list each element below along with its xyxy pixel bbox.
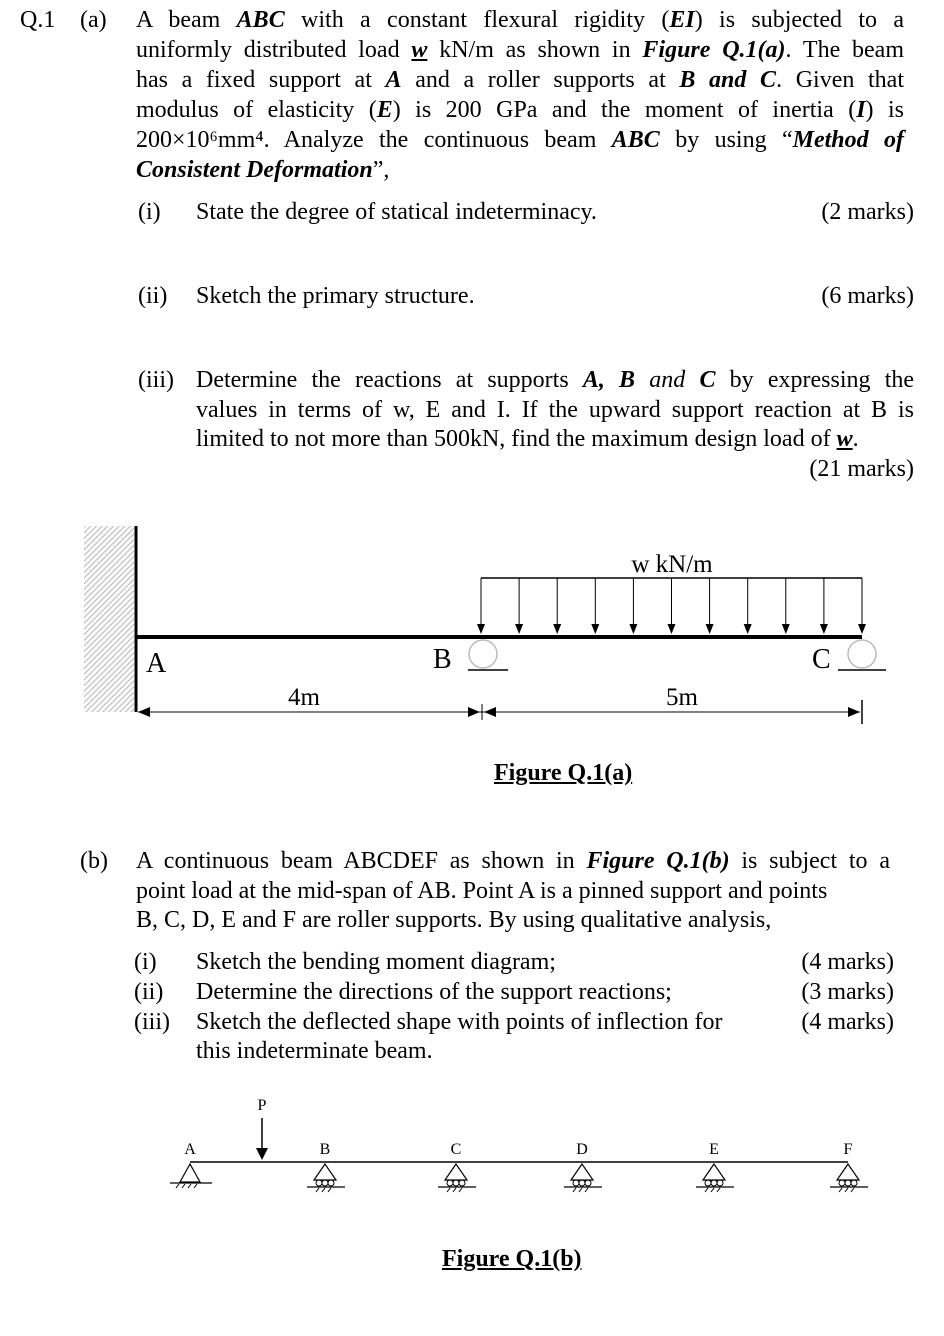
- support-a-label: A: [184, 1141, 196, 1158]
- udl-arrowhead: [782, 624, 790, 634]
- sub-a-i-label: (i): [138, 199, 161, 225]
- sub-b-i-marks: (4 marks): [801, 949, 894, 975]
- roller-support-c-icon: [438, 1164, 476, 1192]
- intro-line-1: A beam ABC with a constant flexural rigidity (EI) is subjected to a: [136, 7, 904, 33]
- span-ab-label: 4m: [288, 684, 320, 711]
- dim-arrow-b-right: [484, 707, 496, 717]
- load-label: w kN/m: [631, 551, 713, 578]
- sub-b-iii-continuation: this indeterminate beam.: [196, 1038, 433, 1064]
- intro-line-6: Consistent Deformation”,: [136, 157, 390, 183]
- roller-support-d-icon: [564, 1164, 602, 1192]
- udl-arrowhead: [553, 624, 561, 634]
- fixed-support-hatch: [84, 526, 134, 712]
- sub-a-iii-line3: limited to not more than 500kN, find the maximum design load of w.: [196, 426, 859, 452]
- dim-arrow-left: [138, 707, 150, 717]
- figure-q1b: [0, 1090, 944, 1220]
- roller-support-b-icon: [307, 1164, 345, 1192]
- sub-b-ii-text: Determine the directions of the support reactions;: [196, 979, 672, 1005]
- udl-arrowhead: [591, 624, 599, 634]
- question-number: Q.1: [20, 7, 56, 33]
- pin-a-hatch: [176, 1184, 197, 1188]
- sub-a-iii-line1: Determine the reactions at supports A, B and C by expressing the: [196, 367, 915, 393]
- figure-q1a: [0, 520, 944, 780]
- udl-arrowhead: [858, 624, 866, 634]
- sub-a-ii-marks: (6 marks): [821, 283, 914, 309]
- udl-arrowhead: [820, 624, 828, 634]
- udl-arrowhead: [515, 624, 523, 634]
- point-c-label: C: [812, 644, 831, 675]
- sub-b-ii-marks: (3 marks): [801, 979, 894, 1005]
- roller-support-f-icon: [830, 1164, 868, 1192]
- point-a-label: A: [146, 648, 167, 679]
- point-b-label: B: [433, 644, 452, 675]
- sub-b-iii-label: (iii): [134, 1009, 170, 1035]
- sub-a-ii-label: (ii): [138, 283, 168, 309]
- figure-q1a-caption: Figure Q.1(a): [494, 760, 633, 786]
- support-f-label: F: [843, 1141, 853, 1158]
- intro-line-5: 200×10⁶mm⁴. Analyze the continuous beam ABC by using “Method of: [136, 127, 905, 153]
- roller-supports-b-f: [307, 1164, 868, 1192]
- sub-a-i-text: State the degree of statical indeterminacy.: [196, 199, 597, 225]
- sub-b-iii-text: Sketch the deflected shape with points of inflection for: [196, 1009, 723, 1035]
- sub-a-iii-line2: values in terms of w, E and I. If the upward support reaction at B is: [196, 397, 914, 423]
- part-b-intro-line-2: point load at the mid-span of AB. Point A is a pinned support and points: [136, 878, 828, 904]
- sub-b-i-label: (i): [134, 949, 157, 975]
- intro-line-4: modulus of elasticity (E) is 200 GPa and the moment of inertia (I) is: [136, 97, 904, 123]
- part-a-intro: [136, 5, 904, 185]
- udl-arrowhead: [477, 624, 485, 634]
- sub-b-iii-marks: (4 marks): [801, 1009, 894, 1035]
- udl-arrowhead: [668, 624, 676, 634]
- part-a-label: (a): [80, 7, 107, 33]
- sub-a-ii-text: Sketch the primary structure.: [196, 283, 475, 309]
- point-load-arrowhead: [256, 1148, 268, 1160]
- intro-line-2: uniformly distributed load w kN/m as shown in Figure Q.1(a). The beam: [136, 37, 905, 63]
- figure-q1b-caption: Figure Q.1(b): [442, 1246, 582, 1272]
- roller-c-icon: [848, 640, 876, 668]
- support-b-label: B: [319, 1141, 331, 1158]
- point-load-label: P: [257, 1097, 267, 1114]
- udl-arrows: [477, 578, 866, 634]
- intro-line-3: has a fixed support at A and a roller supports at B and C. Given that: [136, 67, 905, 93]
- roller-support-e-icon: [696, 1164, 734, 1192]
- udl-arrowhead: [629, 624, 637, 634]
- support-d-label: D: [576, 1141, 588, 1158]
- udl-arrowhead: [706, 624, 714, 634]
- sub-a-i-marks: (2 marks): [821, 199, 914, 225]
- support-e-label: E: [709, 1141, 719, 1158]
- part-b-intro-line-1: A continuous beam ABCDEF as shown in Figure Q.1(b) is subject to a: [136, 848, 890, 874]
- roller-b-icon: [469, 640, 497, 668]
- udl-arrowhead: [744, 624, 752, 634]
- sub-b-i-text: Sketch the bending moment diagram;: [196, 949, 556, 975]
- pin-support-a-icon: [180, 1164, 200, 1182]
- sub-a-iii-label: (iii): [138, 367, 174, 393]
- part-b-intro-line-3: B, C, D, E and F are roller supports. By using qualitative analysis,: [136, 907, 772, 933]
- part-b-label: (b): [80, 848, 108, 874]
- dim-arrow-right: [848, 707, 860, 717]
- dim-arrow-b-left: [468, 707, 480, 717]
- sub-b-ii-label: (ii): [134, 979, 164, 1005]
- support-c-label: C: [450, 1141, 462, 1158]
- sub-a-iii-marks: (21 marks): [809, 456, 914, 482]
- span-bc-label: 5m: [666, 684, 698, 711]
